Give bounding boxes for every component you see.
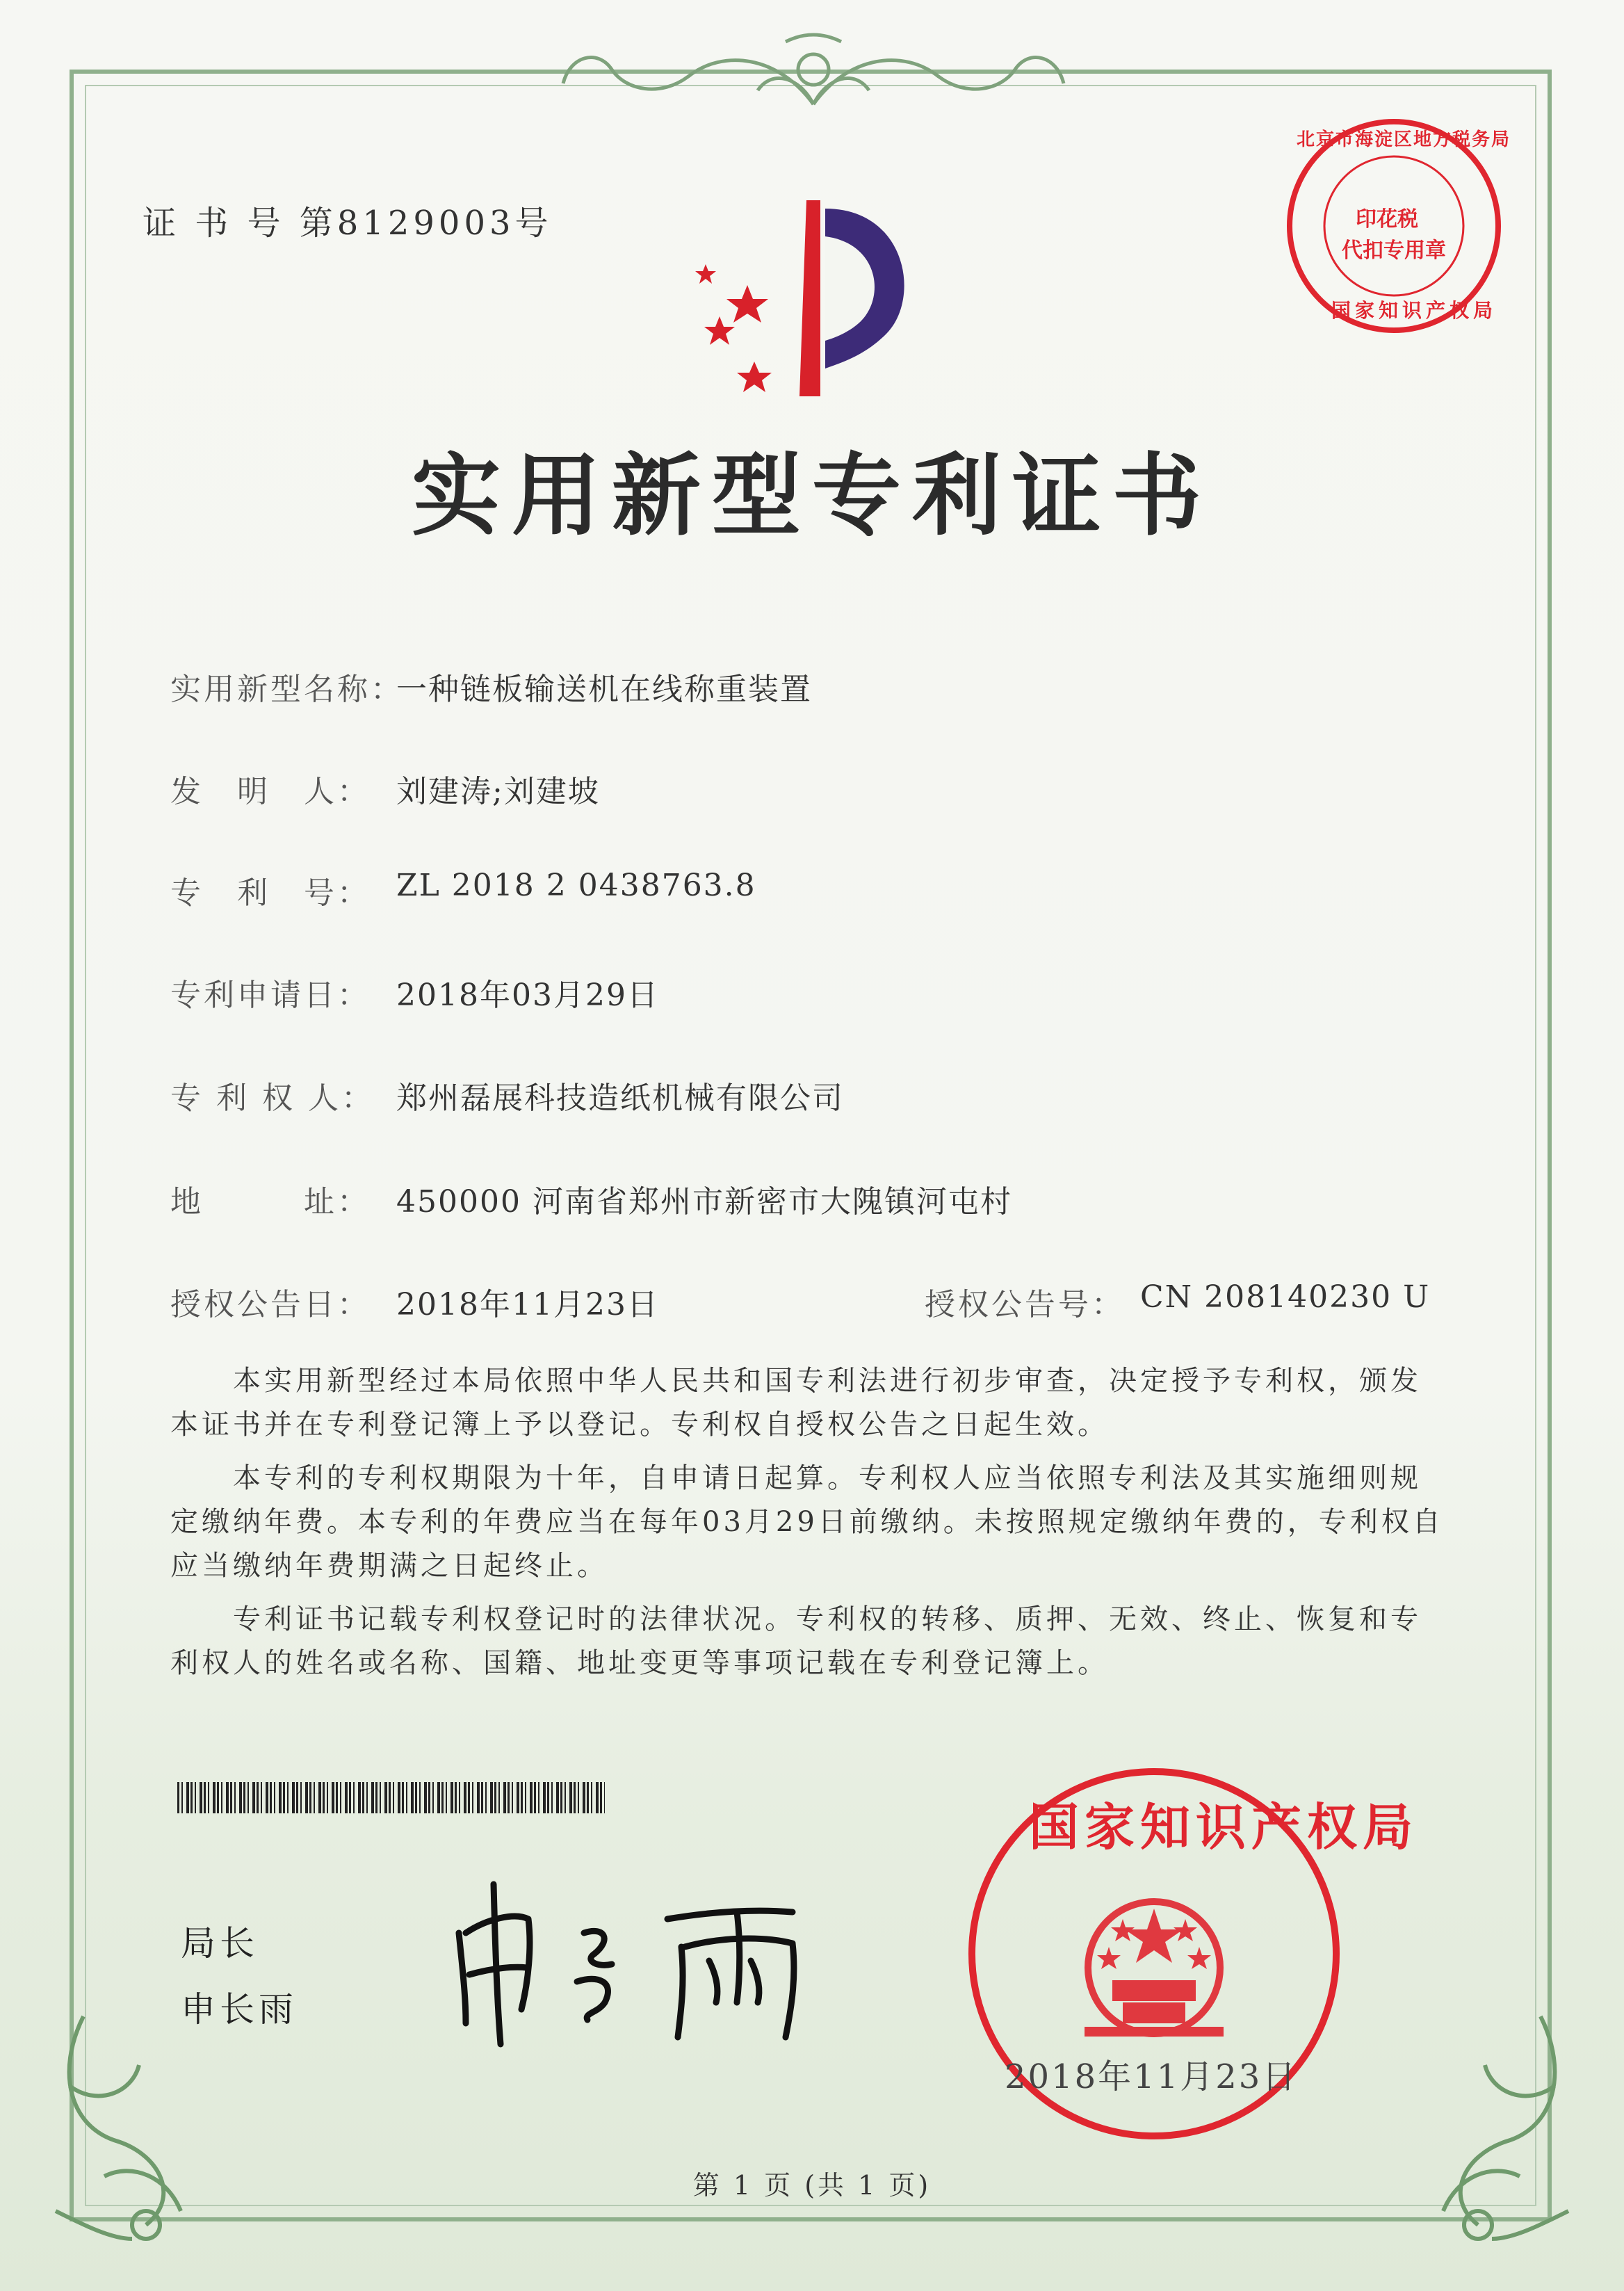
barcode bbox=[177, 1782, 605, 1813]
tax-seal-inner-text-1: 印花税 bbox=[1356, 207, 1418, 232]
name-value: 一种链板输送机在线称重装置 bbox=[396, 672, 812, 707]
page-number: 第 1 页 (共 1 页) bbox=[692, 2170, 932, 2201]
top-ornament bbox=[549, 28, 1078, 118]
paragraph-3: 专利证书记载专利权登记时的法律状况。专利权的转移、质押、无效、终止、恢复和专利权人的姓名或名称、国籍、地址变更等事项记载在专利登记簿上。 bbox=[170, 1603, 1422, 1679]
patent-number-label: 专 利 号： bbox=[170, 875, 371, 911]
grant-date-value: 2018年11月23日 bbox=[396, 1287, 659, 1322]
tax-seal bbox=[1279, 111, 1509, 341]
handwritten-signature bbox=[445, 1870, 834, 2051]
paragraph-1: 本实用新型经过本局依照中华人民共和国专利法进行初步审查，决定授予专利权，颁发本证书并在专利登记簿上予以登记。专利权自授权公告之日起生效。 bbox=[170, 1365, 1422, 1441]
patentee-label: 专 利 权 人： bbox=[170, 1080, 375, 1116]
director-title: 局长 bbox=[181, 1923, 259, 1964]
page-title: 实用新型专利证书 bbox=[411, 444, 1212, 548]
certificate-number: 证 书 号 第8129003号 bbox=[143, 204, 553, 243]
tax-seal-bottom-text: 国家知识产权局 bbox=[1331, 299, 1497, 322]
address-label: 地 址： bbox=[170, 1184, 371, 1220]
tax-seal-inner-text-2: 代扣专用章 bbox=[1342, 238, 1446, 263]
patentee-value: 郑州磊展科技造纸机械有限公司 bbox=[396, 1080, 844, 1116]
tax-seal-outer-text: 北京市海淀区地方税务局 bbox=[1297, 129, 1511, 150]
bottom-left-ornament bbox=[42, 2002, 250, 2253]
patent-office-logo bbox=[678, 195, 942, 403]
inventor-value: 刘建涛;刘建坡 bbox=[396, 774, 600, 809]
office-seal-text: 国家知识产权局 bbox=[1029, 1797, 1419, 1856]
grant-date-label: 授权公告日： bbox=[170, 1287, 371, 1322]
grant-number-value: CN 208140230 U bbox=[1140, 1279, 1431, 1315]
grant-number-label: 授权公告号： bbox=[925, 1287, 1125, 1322]
patent-number-value: ZL 2018 2 0438763.8 bbox=[396, 868, 756, 903]
seal-date: 2018年11月23日 bbox=[1005, 2057, 1298, 2096]
apply-date-value: 2018年03月29日 bbox=[396, 978, 659, 1013]
bottom-right-ornament bbox=[1374, 2002, 1582, 2253]
paragraph-2: 本专利的专利权期限为十年，自申请日起算。专利权人应当依照专利法及其实施细则规定缴纳年费。本专利的年费应当在每年03月29日前缴纳。未按照规定缴纳年费的，专利权自应当缴纳年费期满之日起终止。 bbox=[170, 1462, 1444, 1582]
name-label: 实用新型名称： bbox=[170, 672, 404, 707]
address-value: 450000 河南省郑州市新密市大隗镇河屯村 bbox=[396, 1184, 1012, 1220]
inventor-label: 发 明 人： bbox=[170, 774, 371, 809]
apply-date-label: 专利申请日： bbox=[170, 978, 371, 1013]
director-name: 申长雨 bbox=[181, 1989, 298, 2030]
